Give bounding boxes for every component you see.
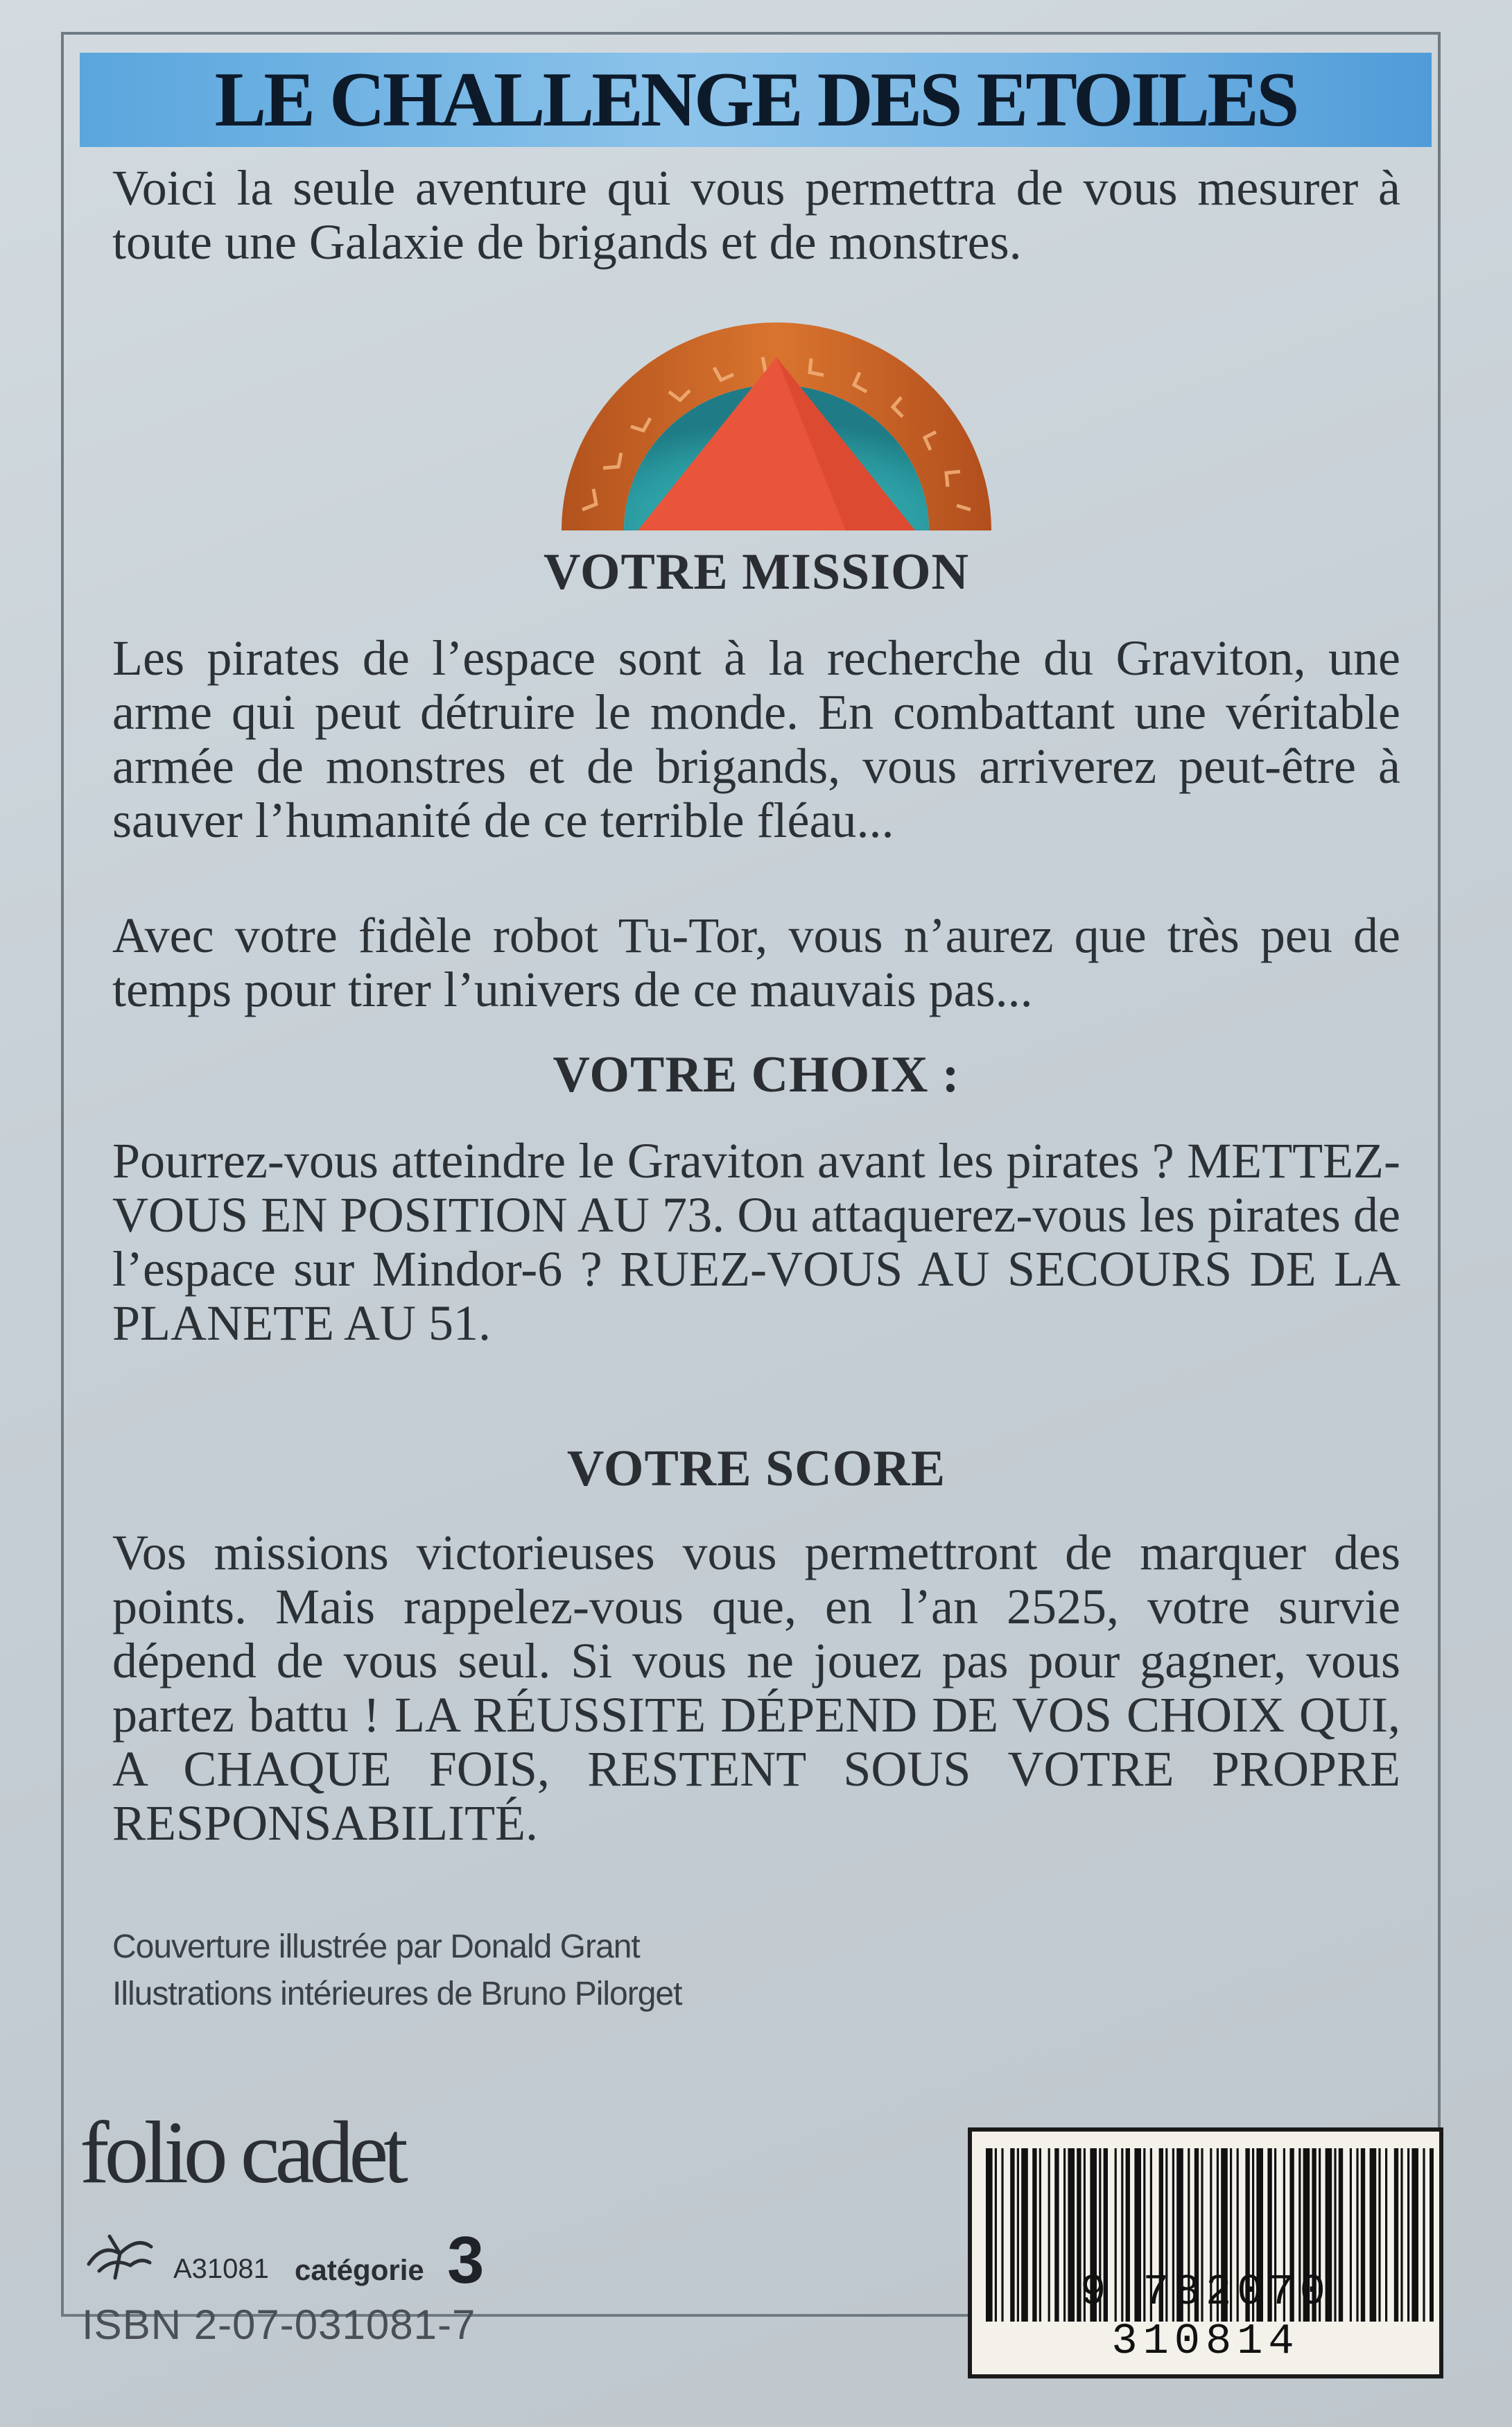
intro-text: Voici la seule aventure qui vous permettra de vous mesurer à toute une Galaxie de brigands et de monstres. <box>112 160 1400 270</box>
category-number: 3 <box>447 2223 485 2297</box>
mission-heading: VOTRE MISSION <box>544 544 969 601</box>
barcode <box>968 2127 1443 2378</box>
category-label: catégorie <box>295 2254 424 2286</box>
cover-credit: Couverture illustrée par Donald Grant <box>112 1928 640 1965</box>
mission-text: Les pirates de l’espace sont à la recherche du Graviton, une arme qui peut détruire le monde. En combattant une véritable armée de monstres et de brigands, vous arriverez peut-être à sauver l’humanité de ce terrible fléau... <box>112 630 1400 848</box>
isbn: ISBN 2-07-031081-7 <box>82 2301 476 2348</box>
barcode-number: 9 782070 310814 <box>1080 2268 1331 2366</box>
score-heading: VOTRE SCORE <box>566 1440 946 1497</box>
score-text: Vos missions victorieuses vous permettront de marquer des points. Mais rappelez-vous que, en l’an 2525, votre survie dépend de vous seul. Si vous ne jouez pas pour gagner, vous partez battu ! LA RÉUSSITE DÉPEND DE VOS CHOIX QUI, A CHAQUE FOIS, RESTENT SOUS VOTRE PROPRE RESPONSABILITÉ. <box>112 1525 1400 1851</box>
choice-text: Pourrez-vous atteindre le Graviton avant les pirates ? METTEZ-VOUS EN POSITION AU 73. Ou attaquerez-vous les pirates de l’espace sur Mindor-6 ? RUEZ-VOUS AU SECOURS DE LA PLANETE AU 51. <box>112 1133 1400 1351</box>
mission-text-robot: Avec votre fidèle robot Tu-Tor, vous n’aurez que très peu de temps pour tirer l’univers de ce mauvais pas... <box>112 908 1400 1017</box>
book-title: LE CHALLENGE DES ETOILES <box>214 57 1297 143</box>
publisher-logo: folio cadet <box>80 2103 403 2202</box>
emblem-illustration <box>555 309 998 537</box>
title-band <box>80 53 1432 147</box>
interior-credit: Illustrations intérieures de Bruno Pilorget <box>112 1976 682 2012</box>
choice-heading: VOTRE CHOIX : <box>553 1046 960 1103</box>
catalog-code: A31081 <box>173 2254 269 2284</box>
gallimard-bird-icon <box>82 2222 158 2285</box>
